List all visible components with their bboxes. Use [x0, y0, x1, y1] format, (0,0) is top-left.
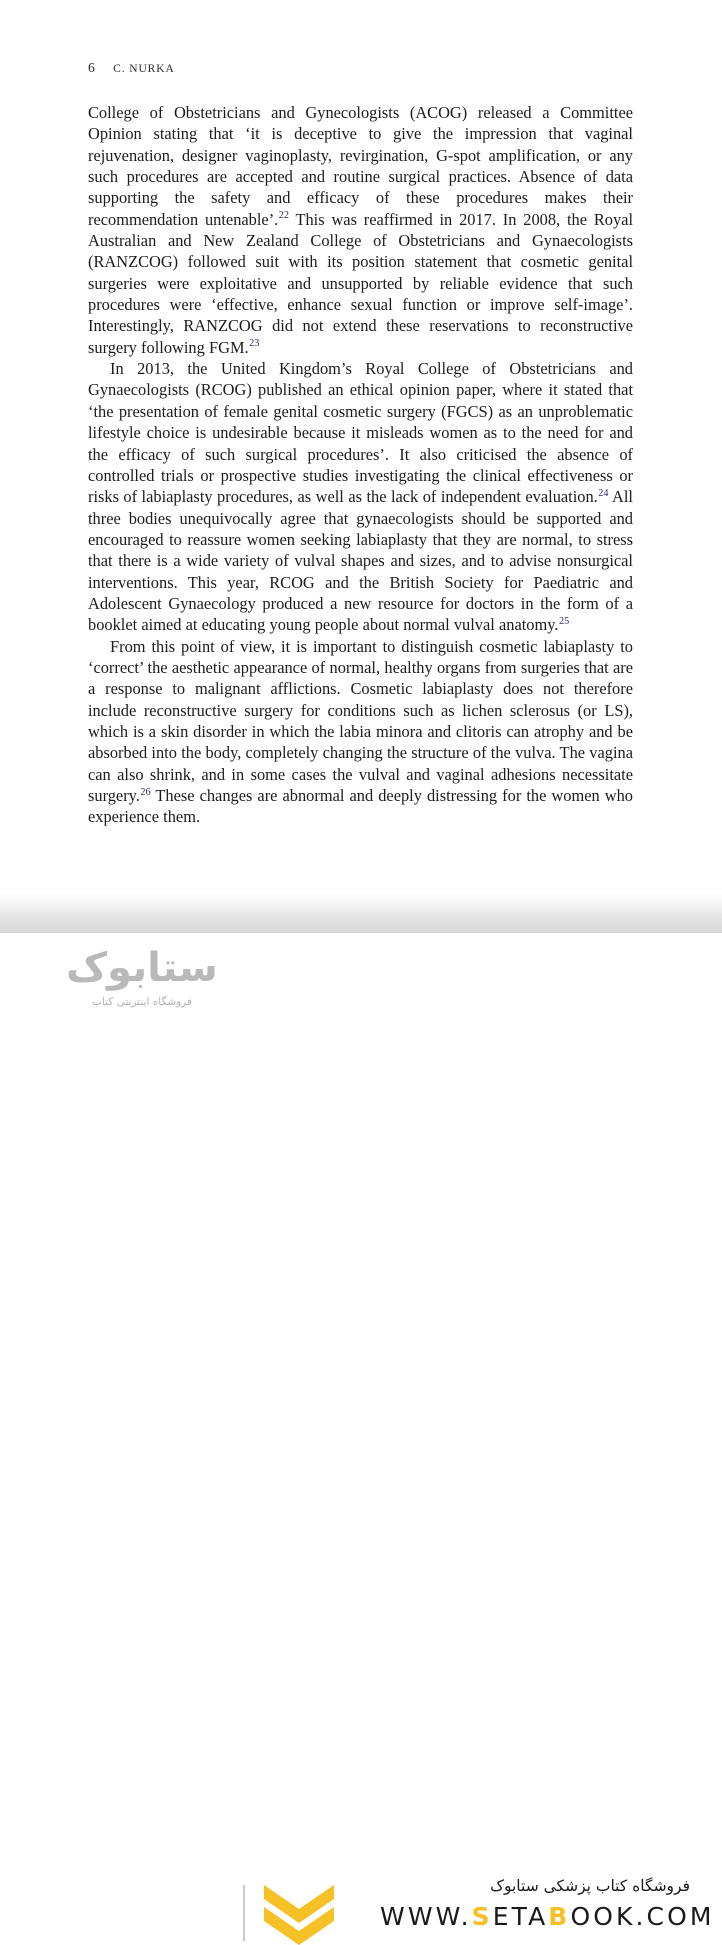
running-head: [88, 60, 633, 76]
footer-website-url[interactable]: [380, 1902, 715, 1931]
footnote-marker-24[interactable]: 24: [598, 487, 609, 499]
para-acog-ranzcog: College of Obstetricians and Gynecologists (ACOG) released a Committee Opinion stating that ‘it is deceptive to give the impression that vaginal rejuvenation, designer vaginoplasty, revirgination, G-spot amplification, or any such procedures are accepted and routine surgical practices. Absence of data supporting the safety and efficacy of these procedures makes their recommendation untenable’.$^{22}$ This was reaffirmed in 2017. In 2008, the Royal Australian and New Zealand College of Obstetricians and Gynaecologists (RANZCOG) followed suit with its position statement that cosmetic genital surgeries were exploitative and unsupported by reliable evidence that such procedures were ‘effective, enhance sexual function or improve self-image’. Interestingly, RANZCOG did not extend these reservations to reconstructive surgery following FGM.$^{23}$: [88, 103, 633, 357]
footnote-marker-22[interactable]: 22: [278, 210, 289, 222]
footer-persian-tagline: فروشگاه کتاب پزشکی ستابوک: [490, 1877, 690, 1895]
setabook-logo: [52, 941, 232, 1017]
url-segment-4: OOK.COM: [570, 1902, 715, 1931]
double-chevron-logo-icon: [262, 1883, 336, 1945]
url-segment-3: B: [548, 1902, 571, 1931]
body-text-block: [88, 102, 633, 828]
url-segment-1: S: [471, 1902, 493, 1931]
footer-brand-text: [380, 1875, 715, 1931]
footnote-marker-26[interactable]: 26: [140, 786, 151, 798]
footnote-marker-23[interactable]: 23: [249, 338, 260, 350]
url-segment-2: ETA: [492, 1902, 549, 1931]
para-rcog: In 2013, the United Kingdom’s Royal College of Obstetricians and Gynaecologists (RCOG) published an ethical opinion paper, where it stated that ‘the presentation of female genital cosmetic surgery (FGCS) as an unproblematic lifestyle choice is undesirable because it misleads women as to the need for and the efficacy of such surgical procedures’. It also criticised the absence of controlled trials or prospective studies investigating the clinical effectiveness or risks of labiaplasty procedures, as well as the lack of independent evaluation.$^{24}$ All three bodies unequivocally agree that gynaecologists should be supported and encouraged to reassure women seeking labiaplasty that they are normal, to stress that there is a wide variety of vulval shapes and sizes, and to advise nonsurgical interventions. This year, RCOG and the British Society for Paediatric and Adolescent Gynaecology produced a new resource for doctors in the form of a booklet aimed at educating young people about normal vulval anatomy.$^{25}$: [88, 359, 633, 635]
url-segment-0: WWW.: [380, 1902, 472, 1931]
brand-wordmark: ستابوک: [66, 945, 218, 991]
page-number: 6: [88, 60, 96, 75]
site-footer-banner: [0, 933, 722, 1931]
footnote-marker-25[interactable]: 25: [558, 615, 570, 627]
para-cosmetic-vs-reconstructive: From this point of view, it is important to distinguish cosmetic labiaplasty to ‘correct’ the aesthetic appearance of normal, healthy organs from surgeries that are a response to malignant afflictions. Cosmetic labiaplasty does not therefore include reconstructive surgery for conditions such as lichen sclerosus (or LS), which is a skin disorder in which the labia minora and clitoris can atrophy and be absorbed into the body, completely changing the structure of the vulva. The vagina can also shrink, and in some cases the vulval and vaginal adhesions necessitate surgery.$^{26}$ These changes are abnormal and deeply distressing for the women who experience them.: [88, 636, 633, 827]
running-head-author: C. NURKA: [113, 63, 175, 75]
footer-gradient-separator: [0, 893, 722, 933]
brand-tagline: فروشگاه اینترنتی کتاب: [92, 996, 192, 1008]
logo-divider: [243, 1885, 245, 1941]
